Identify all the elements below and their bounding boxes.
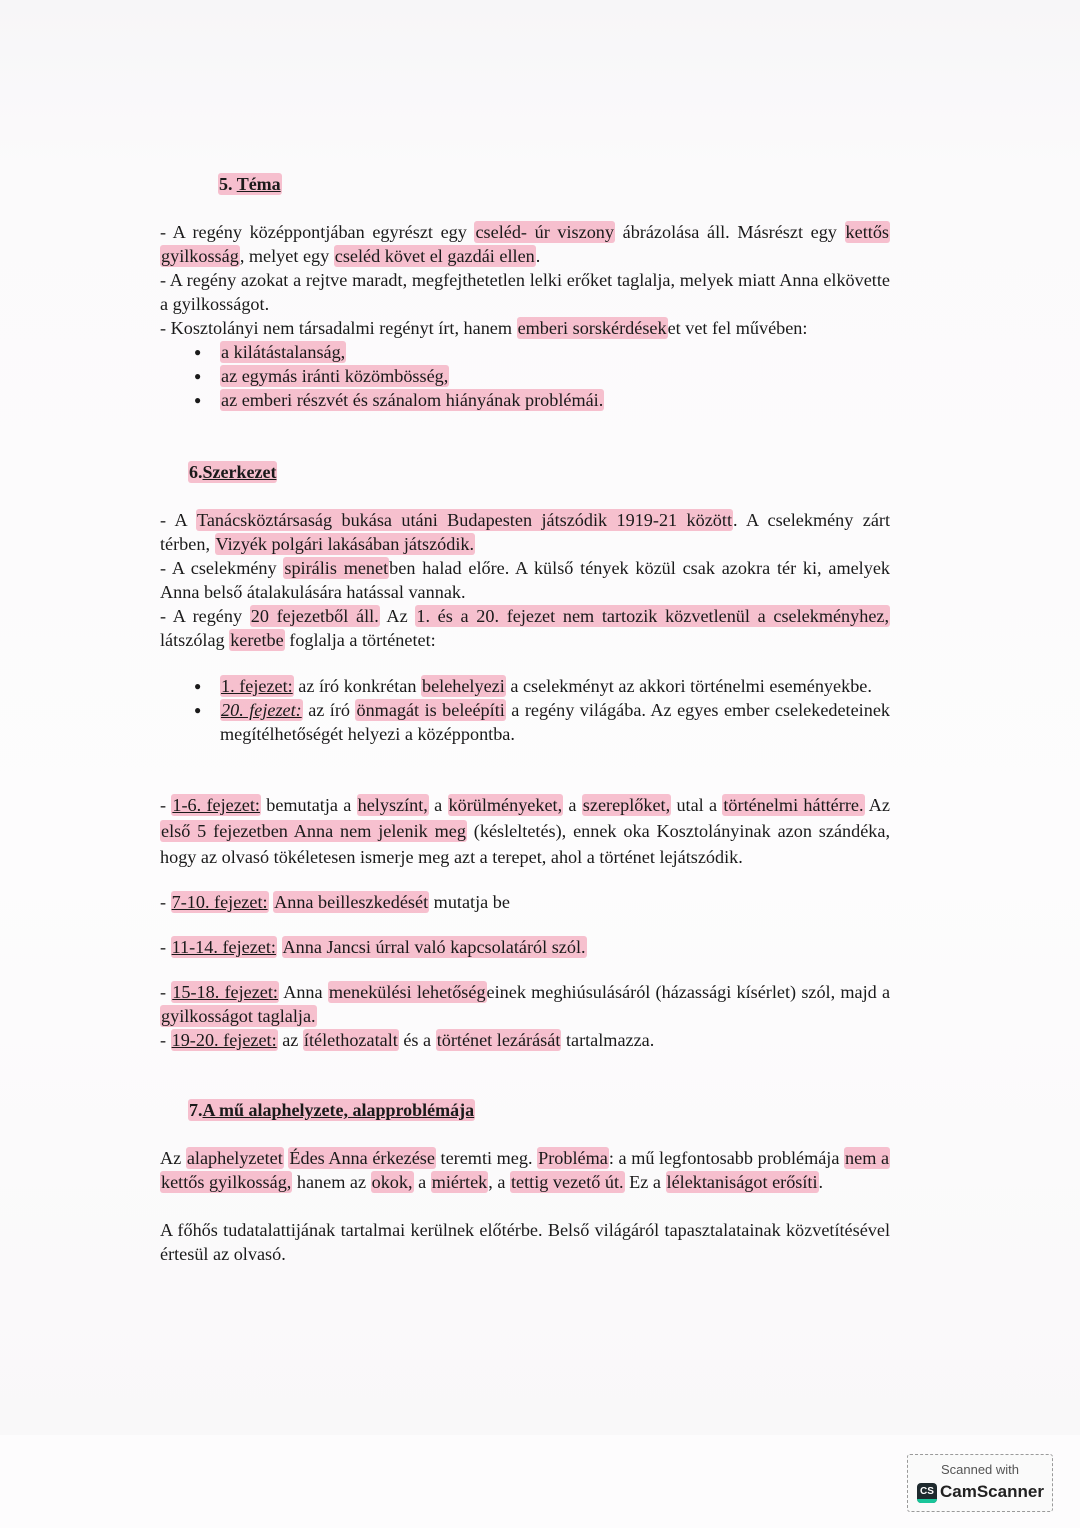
text-run: . <box>818 1172 824 1192</box>
alaphelyzet-paragraph-1 <box>160 1146 890 1194</box>
text-run: ben halad előre. A külső tények közül csak azokra tér ki, amelyek Anna belső átalakulására hatással vannak. <box>160 558 890 602</box>
text-run: Az <box>864 795 890 815</box>
text-run: a cselekményt az akkori történelmi eseményekbe. <box>505 676 872 696</box>
highlighted-text: 1-6. fejezet: <box>172 795 260 815</box>
text-run: Anna <box>278 982 328 1002</box>
text-run: Az <box>160 1148 186 1168</box>
text-run: az író konkrétan <box>293 676 421 696</box>
highlighted-text: Probléma <box>538 1148 608 1168</box>
list-item <box>160 340 890 364</box>
text-run: ábrázolása áll. Másrészt egy <box>614 222 845 242</box>
text-run: - A regény azokat a rejtve maradt, megfejthetetlen lelki erőket taglalja, melyek miatt Anna elkövette a gyilkosságot. <box>160 270 890 314</box>
highlighted-text: 20 fejezetből áll. <box>250 606 379 626</box>
highlighted-text: az emberi részvét és szánalom hiányának problémái. <box>221 390 604 410</box>
text-run: et vet fel művében: <box>667 318 808 338</box>
section-5-heading <box>218 172 282 196</box>
section-title: A mű alaphelyzete, alapproblémája <box>202 1100 475 1120</box>
tema-paragraph-1 <box>160 220 890 268</box>
text-run: a <box>428 795 448 815</box>
highlighted-text: cseléd- úr viszony <box>475 222 614 242</box>
camscanner-watermark <box>907 1454 1053 1512</box>
section-number: 5. <box>219 174 233 194</box>
text-run: (késleltetés), ennek oka Kosztolányinak azon szándéka, hogy az olvasó tökéletesen ismerje meg azt a terepet, ahol a történet lejátszódik. <box>160 821 890 867</box>
text-run: hanem az <box>292 1172 371 1192</box>
highlighted-text: keretbe <box>230 630 284 650</box>
alaphelyzet-paragraph-2 <box>160 1218 890 1266</box>
highlighted-text: Vizyék polgári lakásában játszódik. <box>215 534 475 554</box>
highlighted-text: okok, <box>371 1172 413 1192</box>
tema-bullet-list <box>160 340 890 412</box>
section-number: 7. <box>189 1100 203 1120</box>
highlighted-text: körülményeket, <box>448 795 563 815</box>
text-run: mutatja be <box>429 892 510 912</box>
text-run: utal a <box>671 795 723 815</box>
text-run: , melyet egy <box>239 246 334 266</box>
highlighted-text: 15-18. fejezet: <box>172 982 278 1002</box>
list-item <box>160 364 890 388</box>
text-run: - <box>160 795 172 815</box>
text-run: , a <box>488 1172 510 1192</box>
highlighted-text: alaphelyzetet <box>186 1148 283 1168</box>
text-run: bemutatja a <box>260 795 357 815</box>
highlighted-text: tettig vezető út. <box>510 1172 624 1192</box>
text-run: einek meghiúsulásáról (házassági kísérlet) szól, majd a <box>486 982 891 1002</box>
tema-paragraph-2 <box>160 268 890 316</box>
highlighted-text: 1. fejezet: <box>221 676 293 696</box>
text-run: Az <box>379 606 416 626</box>
highlighted-text: kettős gyilkosság <box>161 222 889 266</box>
szerkezet-paragraph-1 <box>160 508 890 556</box>
text-run: - <box>160 982 172 1002</box>
text-run: A főhős tudatalattijának tartalmai kerülnek előtérbe. Belső világáról tapasztalatainak közvetítésével értesül az olvasó. <box>160 1220 890 1264</box>
text-run: a regény világába. Az egyes ember cselekedeteinek megítélhetőségét helyezi a középpontba. <box>220 700 890 744</box>
highlighted-text: történelmi háttérre. <box>723 795 864 815</box>
text-run: tartalmazza. <box>561 1030 655 1050</box>
highlighted-text: Anna beilleszkedését <box>274 892 429 912</box>
text-run: a <box>563 795 582 815</box>
chapters-15-18 <box>160 980 890 1028</box>
list-item <box>160 674 890 698</box>
chapters-1-6 <box>160 792 890 870</box>
highlighted-text: lélektaniságot erősíti <box>666 1172 818 1192</box>
section-title: Szerkezet <box>202 462 277 482</box>
szerkezet-paragraph-2 <box>160 556 890 604</box>
text-run <box>277 937 282 957</box>
text-run: - A regény középpontjában egyrészt egy <box>160 222 475 242</box>
chapters-11-14 <box>160 935 890 959</box>
text-run: teremti meg. <box>435 1148 538 1168</box>
highlighted-text: Édes Anna érkezése <box>289 1148 435 1168</box>
highlighted-text: 11-14. fejezet: <box>171 937 276 957</box>
highlighted-text: a kilátástalanság, <box>221 342 346 362</box>
list-item <box>160 698 890 746</box>
text-run: a <box>413 1172 431 1192</box>
highlighted-text: önmagát is beleépíti <box>356 700 505 720</box>
highlighted-text: az egymás iránti közömbösség, <box>221 366 449 386</box>
text-run: az <box>277 1030 303 1050</box>
highlighted-text: emberi sorskérdések <box>517 318 667 338</box>
highlighted-text: 7-10. fejezet: <box>171 892 268 912</box>
highlighted-text: helyszínt, <box>357 795 428 815</box>
text-run: . A cselekmény zárt térben, <box>160 510 891 554</box>
highlighted-text: cseléd követ el gazdái ellen <box>334 246 535 266</box>
text-run: : a mű legfontosabb problémája <box>608 1148 845 1168</box>
highlighted-text: belehelyezi <box>421 676 505 696</box>
text-run: - <box>160 892 171 912</box>
text-run: foglalja a történetet: <box>284 630 436 650</box>
text-run: - Kosztolányi nem társadalmi regényt írt, hanem <box>160 318 517 338</box>
section-number: 6. <box>189 462 203 482</box>
section-title: Téma <box>236 174 281 194</box>
text-run: az író <box>302 700 356 720</box>
text-run: Ez a <box>624 1172 666 1192</box>
highlighted-text: történet lezárását <box>436 1030 561 1050</box>
highlighted-text: spirális menet <box>284 558 389 578</box>
text-run: - <box>160 937 171 957</box>
chapter-bullet-list <box>160 674 890 746</box>
text-run: és a <box>398 1030 436 1050</box>
highlighted-text: 1. és a 20. fejezet nem tartozik közvetlenül a cselekményhez, <box>416 606 890 626</box>
highlighted-text: 20. fejezet: <box>221 700 302 720</box>
text-run: - <box>160 1030 171 1050</box>
highlighted-text: Anna Jancsi úrral való kapcsolatáról szól. <box>282 937 586 957</box>
highlighted-text: menekülési lehetőség <box>328 982 486 1002</box>
watermark-brand: CamScanner <box>940 1482 1044 1501</box>
text-run: látszólag <box>160 630 230 650</box>
highlighted-text: nem a kettős gyilkosság, <box>161 1148 890 1192</box>
tema-paragraph-3 <box>160 316 890 340</box>
camscanner-logo-icon: CS <box>917 1483 937 1503</box>
list-item <box>160 388 890 412</box>
highlighted-text: gyilkosságot taglalja. <box>161 1006 316 1026</box>
highlighted-text: első 5 fejezetben Anna nem jelenik meg <box>161 821 466 841</box>
szerkezet-paragraph-3 <box>160 604 890 652</box>
watermark-caption: Scanned with <box>940 1462 1020 1477</box>
highlighted-text: Tanácsköztársaság bukása utáni Budapesten játszódik 1919-21 között <box>197 510 733 530</box>
highlighted-text: miértek <box>431 1172 488 1192</box>
highlighted-text: ítélethozatalt <box>303 1030 398 1050</box>
highlighted-text: szereplőket, <box>582 795 671 815</box>
section-6-heading <box>188 460 277 484</box>
highlighted-text: 19-20. fejezet: <box>171 1030 277 1050</box>
text-run: - A <box>160 510 197 530</box>
chapters-19-20 <box>160 1028 890 1052</box>
text-run: - A regény <box>160 606 250 626</box>
text-run: - A cselekmény <box>160 558 284 578</box>
text-run: . <box>535 246 541 266</box>
chapters-7-10 <box>160 890 890 914</box>
section-7-heading <box>188 1098 475 1122</box>
